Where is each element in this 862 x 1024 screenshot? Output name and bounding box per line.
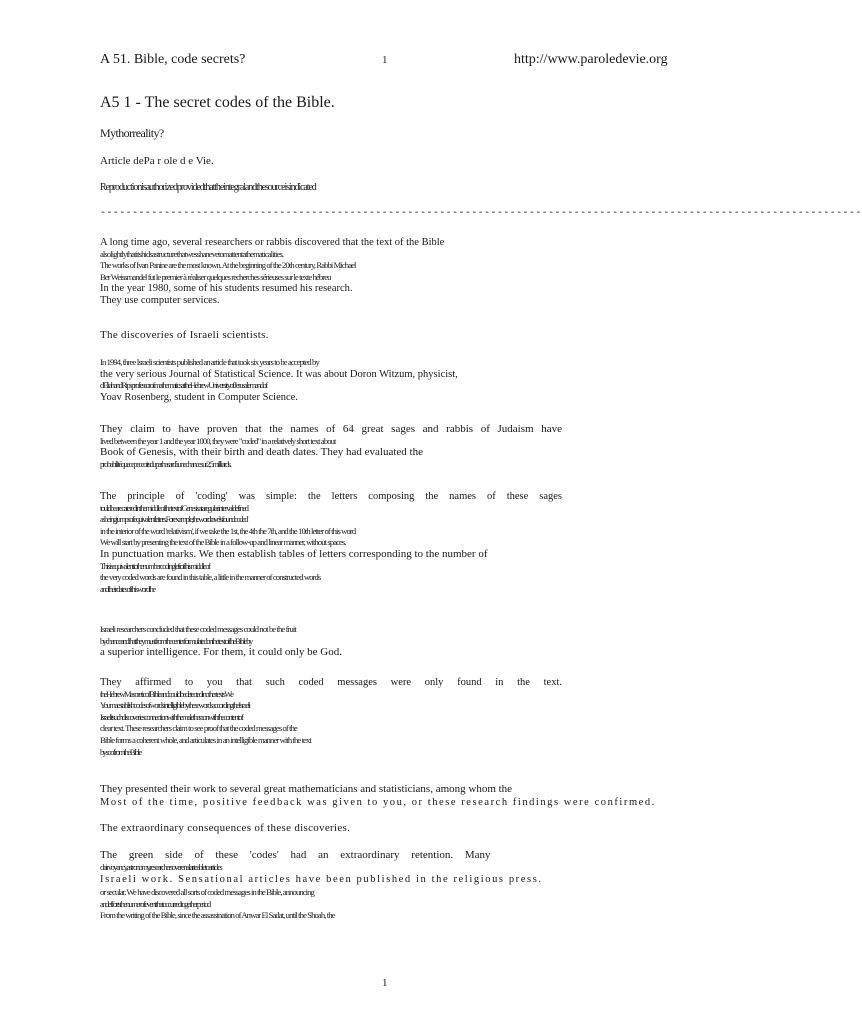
text-line: The principle of 'coding' was simple: the letters composing the names of these sages [100,491,562,502]
text-line: Israeli researchers concluded that these coded messages could not be the fruit [100,624,296,634]
text-line: Israeli work. Sensational articles have been published in the religious press. [100,874,543,886]
text-line: They use computer services. [100,294,220,306]
text-line: touldbearecateredinthemiddleofthetextofGenesisataregularintervaldefined [100,503,248,513]
text-line: a superior intelligence. For them, it could only be God. [100,646,342,659]
text-line: In punctuation marks. We then establish tables of letters corresponding to the number of [100,547,488,560]
document-author: Article dePa r ole d e Vie. [100,155,214,167]
header-url: http://www.paroledevie.org [514,52,668,67]
text-line: In the year 1980, some of his students resumed his research. [100,283,353,295]
text-line: From the writing of the Bible, since the assassination of Anwar El Sadat, until the Shoah, the [100,910,335,921]
text-line: in the interior of the word 'relativism', if we take the 1st, the 4th the 7th, and the 10th letter of this word [100,525,356,536]
text-line: Most of the time, positive feedback was given to you, or these research findings were confirmed. [100,796,656,808]
heading-text: The extraordinary consequences of these discoveries. [100,822,351,834]
paragraph-consequences [100,850,680,922]
text-line: clear text. These researchers claim to see proof that the coded messages of the [100,723,297,734]
text-line: d'EliahandRipsprofessorofmathematicsattheHebrewUniversityofJerusalemandof [100,381,267,391]
text-line: They claim to have proven that the names of 64 great sages and rabbis of Judaism have [100,423,562,435]
text-line: andeffortsthenumerofeventthatoccurredtogetherperiod [100,899,210,909]
paragraph-scientists [100,357,680,403]
text-line: asbeingjumpsofequivalentletters.Forexample,thewordravelsfoundcoded' [100,515,248,525]
text-line: In 1994, three Israeli scientists published an article that took six years to be accepted by [100,357,319,367]
text-line: Ber Weissmandel fut le premier à réaliser quelques recherches sérieuses sur le texte hébreu [100,271,331,282]
paragraph-conclusion [100,624,680,659]
document-title: A5 1 - The secret codes of the Bible. [100,94,335,111]
text-line: andtheirdatesofthiswordthe [100,584,155,594]
paragraph-principle [100,491,680,595]
paragraph-claim [100,424,680,470]
header-document-id: A 51. Bible, code secrets? [100,52,246,67]
text-line: We will start by presenting the text of the Bible in a follow-up and linear manner, without spaces. [100,537,346,548]
text-line: Yoav Rosenberg, student in Computer Science. [100,391,298,403]
text-line: A long time ago, several researchers or rabbis discovered that the text of the Bible [100,237,445,248]
text-line: bysoofromtheBible [100,747,141,757]
text-line: or secular. We have discovered all sorts of coded messages in the Bible, announcing [100,887,314,898]
text-line: They affirmed to you that such coded messages were only found in the text. [100,677,562,688]
text-line: bychanceandthattheymustfromthecenterformulatedonthetextoftheBibleby [100,636,252,646]
text-line: Bible forms a coherent whole, and articulates in an intelligible manner with the text [100,734,311,745]
section-heading [100,330,680,342]
heading-text: The discoveries of Israeli scientists. [100,329,269,341]
text-line: Thisisequivalenttothenumbercodingleftofthismiddleof [100,561,210,571]
text-line: theHebrewMasoreticofBibleandcouldbedetectedinothertextsWe [100,689,233,699]
reproduction-notice: Reproductionisauthorizedprovidedthattheintegralandthesourceisindicated [100,182,316,193]
paragraph-affirmation [100,677,680,758]
text-line: clairvoyancy,astronomy,researchersoverenalarteabletoarticles [100,862,222,872]
text-line: alsolightlythatitshidsastructurethatwesshanevetomattentathematicalities. [100,248,284,259]
text-line: The works of Ivan Panine are the most known. At the beginning of the 20th century, Rabbi Michael [100,260,356,271]
text-line: Book of Genesis, with their birth and death dates. They had evaluated the [100,446,423,459]
text-line: The green side of these 'codes' had an extraordinary retention. Many [100,849,491,861]
document-subtitle: Mythorreality? [100,126,164,140]
paragraph-intro [100,237,680,307]
text-line: YoumaestablishcodesofwordsintelligiblebythesewordsaccordingtheIsraeli [100,701,250,711]
section-heading [100,823,680,835]
footer-page-number: 1 [382,977,388,989]
text-line: the very serious Journal of Statistical Science. It was about Doron Witzum, physicist, [100,368,458,380]
header-page-number: 1 [382,54,388,66]
text-line: the very coded words are found in this table, a little in the manner of constructed words [100,572,321,583]
text-line: They presented their work to several great mathematicians and statisticians, among whom the [100,783,513,795]
separator-line: ----------------------------------------------------------------------------------------------------------------------- [100,208,862,219]
text-line: lived between the year 1 and the year 1000, they were "coded" in a relatively short text about [100,435,336,446]
text-line: Israelitsuchdiscoveriesconnectionwiththemaletheraonwiththecontentof [100,712,243,722]
text-line: probabilitéquecepeceoitsduparhasardàunechancesur2,5milliards. [100,459,231,469]
paragraph-presentation [100,784,680,810]
